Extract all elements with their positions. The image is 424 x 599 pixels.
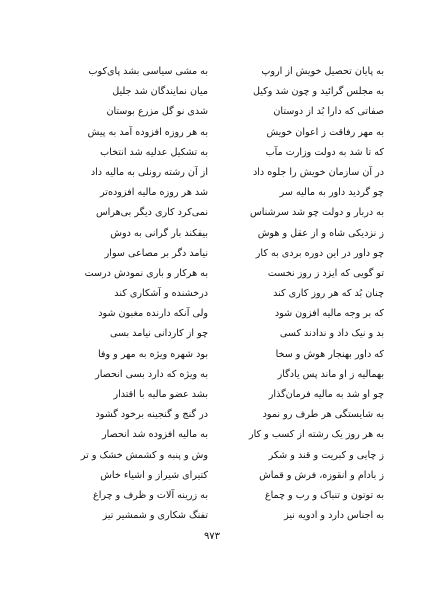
verse-line: در آن سازمان خویش را جلوه داد bbox=[252, 166, 384, 178]
verse-line: در گنج و گنجینه برخود گشود bbox=[95, 409, 208, 421]
verse-line: نیامد دگر بر مصاعی سوار bbox=[104, 247, 208, 259]
verse-line: ولی آنکه دارنده مغبون شود bbox=[98, 308, 208, 320]
verse-line: به زرینه آلات و ظرف و چراغ bbox=[92, 489, 208, 501]
verse-line: چو گردید داور به مالیه سر bbox=[279, 187, 384, 199]
verse-line: به هر روزه افزوده آمد به پیش bbox=[87, 126, 208, 138]
verse-line: نمی‌کرد کاری دیگر بی‌هراس bbox=[95, 207, 208, 219]
verse-line: میان نمایندگان شد جلیل bbox=[112, 86, 208, 98]
verse-line: که تا شد به دولت وزارت مآب bbox=[265, 146, 384, 158]
verse-line: بد و نیک داد و ندادند کسی bbox=[279, 328, 384, 340]
verse-line: به هرکار و باری نمودش درست bbox=[84, 267, 208, 279]
verse-line: صفاتی که دارا بُد از دوستان bbox=[273, 106, 384, 118]
verse-line: شدی نو گل مزرع بوستان bbox=[106, 106, 208, 118]
verse-line: کتیرای شیراز و اشیاء خاش bbox=[100, 469, 208, 481]
verse-line: به هر روز یک رشته از کسب و کار bbox=[248, 429, 384, 441]
verse-line: به توتون و تنباک و رب و چماغ bbox=[264, 489, 384, 501]
verse-line: درخشنده و آشکاری کند bbox=[114, 288, 208, 300]
verse-line: که بر وجه مالیه افزون شود bbox=[274, 308, 384, 320]
poem-body bbox=[48, 62, 384, 526]
verse-line: که داور بهنجار هوش و سخا bbox=[275, 348, 384, 360]
verse-line: بشد عضو مالیه با اقتدار bbox=[113, 389, 208, 400]
verse-line: وش و پنبه و کشمش خشک و تر bbox=[80, 449, 208, 461]
verse-line: به تشکیل عدلیه شد انتخاب bbox=[100, 146, 208, 158]
verse-line: ز نزدیکی شاه و از عقل و هوش bbox=[257, 227, 384, 239]
verse-line: به اجناس دارد و ادویه نیز bbox=[284, 510, 384, 522]
verse-line: به دربار و دولت چو شد سرشناس bbox=[250, 207, 384, 219]
verse-line: به مهر رفاقت ز اعوان خویش bbox=[266, 126, 384, 138]
poem-column-left bbox=[48, 62, 208, 526]
verse-line: به شایستگی هر طرف رو نمود bbox=[262, 409, 384, 421]
verse-line: به مشی سیاسی بشد پای‌کوب bbox=[88, 66, 208, 77]
verse-line: چو داور در این دوره بردی به کار bbox=[255, 247, 384, 259]
verse-line: بیفکند بار گرانی به دوش bbox=[110, 227, 208, 239]
verse-line: به مالیه افزوده شد انحصار bbox=[102, 429, 208, 441]
verse-line: بهمالیه ز او ماند پس یادگار bbox=[277, 368, 384, 380]
verse-line: ز چایی و کبریت و قند و شکر bbox=[268, 449, 384, 461]
verse-line: ز بادام و انقوزه، فرش و قماش bbox=[259, 469, 384, 481]
verse-line: چو از کاردانی نیامد بسی bbox=[110, 328, 208, 340]
verse-line: چنان بُد که هر روز کاری کند bbox=[273, 288, 384, 300]
verse-line: بود شهره ویژه به مهر و وفا bbox=[97, 348, 208, 360]
verse-line: از آن رشته رونلی به مالیه داد bbox=[90, 166, 208, 178]
verse-line: به پایان تحصیل خویش از اروپ bbox=[261, 66, 384, 77]
poem-column-right bbox=[224, 62, 384, 526]
verse-line: به ویژه که دارد بسی انحصار bbox=[95, 368, 208, 380]
verse-line: تو گویی که ایزد ز روز نخست bbox=[267, 267, 384, 279]
page-number: ۹۷۳ bbox=[203, 531, 221, 542]
verse-line: شد هر روزه مالیه افزوده‌تر bbox=[99, 187, 208, 199]
verse-line: به مجلس گرائید و چون شد وکیل bbox=[253, 86, 384, 98]
verse-line: تفنگ شکاری و شمشیر تیز bbox=[102, 510, 208, 522]
verse-line: چو او شد به مالیه فرمان‌گذار bbox=[268, 389, 384, 400]
